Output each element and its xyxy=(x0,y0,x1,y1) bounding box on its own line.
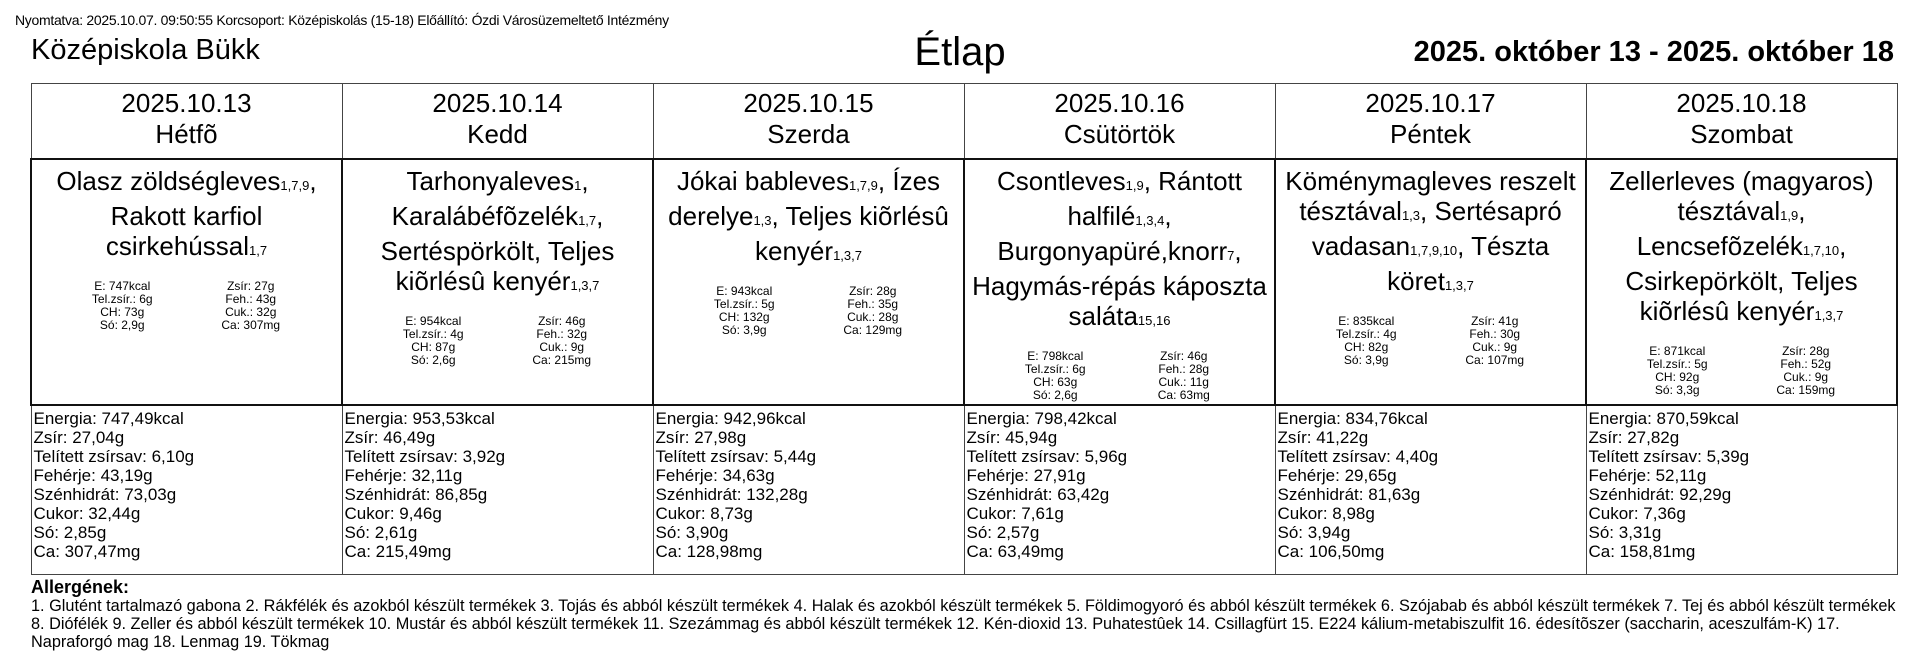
summary-value: CH: 63g xyxy=(1033,375,1078,389)
summary-value: E: 954kcal xyxy=(405,314,462,328)
day-weekday: Szerda xyxy=(767,119,850,149)
summary-value: Zsír: 27g xyxy=(227,279,275,293)
nutrition-detail-line: Szénhidrát: 63,42g xyxy=(966,485,1110,504)
dish-name: Burgonyapüré,knorr xyxy=(997,236,1228,266)
nutrition-detail-line: Só: 3,94g xyxy=(1277,523,1351,542)
nutrition-detail-line: Só: 2,57g xyxy=(966,523,1040,542)
summary-value: CH: 82g xyxy=(1344,340,1389,354)
nutrition-detail-line: Cukor: 32,44g xyxy=(33,504,141,523)
dish-allergen-codes: 1,7,9,10 xyxy=(1410,243,1458,258)
menu-table xyxy=(30,83,1898,575)
dish-allergen-codes: 1,7,10 xyxy=(1802,243,1840,258)
day-header xyxy=(964,84,1275,160)
dish-name: Sertésapró vadasan xyxy=(1311,196,1562,261)
dish-allergen-codes: 1,7 xyxy=(248,243,268,258)
nutrition-detail-line: Ca: 63,49mg xyxy=(966,542,1064,561)
day-date: 2025.10.13 xyxy=(121,88,252,118)
day-weekday: Hétfõ xyxy=(155,119,218,149)
dish-name: Ízes derelye xyxy=(668,166,941,231)
summary-value: E: 798kcal xyxy=(1027,349,1084,363)
nutrition-summary xyxy=(1613,345,1870,397)
nutrition-detail-line: Energia: 798,42kcal xyxy=(966,409,1117,428)
meal-description: Olasz zöldségleves1,7,9, Rakott karfiol csirkehússal1,7 xyxy=(56,166,317,261)
summary-value: Zsír: 46g xyxy=(1160,349,1208,363)
dish-name: Teljes kiõrlésû kenyér xyxy=(395,236,615,296)
nutrition-detail-line: Fehérje: 43,19g xyxy=(33,466,153,485)
nutrition-details xyxy=(342,405,653,575)
summary-value: Ca: 63mg xyxy=(1157,388,1210,402)
nutrition-detail-line: Ca: 307,47mg xyxy=(33,542,141,561)
nutrition-detail-line: Fehérje: 32,11g xyxy=(344,466,463,485)
summary-value: E: 835kcal xyxy=(1338,314,1395,328)
dish-allergen-codes: 1,7,9 xyxy=(848,178,878,193)
dish-allergen-codes: 1,3,7 xyxy=(570,278,600,293)
summary-value: Tel.zsír.: 4g xyxy=(402,327,464,341)
dish-allergen-codes: 1,7 xyxy=(578,213,597,228)
nutrition-details xyxy=(964,405,1275,575)
nutrition-detail-line: Ca: 158,81mg xyxy=(1588,542,1696,561)
nutrition-detail-line: Zsír: 27,98g xyxy=(655,428,747,447)
summary-left xyxy=(1302,315,1431,367)
day-weekday: Csütörtök xyxy=(1063,119,1176,149)
dish-allergen-codes: 1,3 xyxy=(1401,208,1421,223)
summary-right xyxy=(809,285,938,337)
summary-value: Feh.: 28g xyxy=(1158,362,1210,376)
day-date: 2025.10.16 xyxy=(1054,88,1185,118)
day-header xyxy=(1586,84,1897,160)
dish-name: Csontleves xyxy=(997,166,1126,196)
dish-name: Olasz zöldségleves xyxy=(56,166,281,196)
summary-value: E: 871kcal xyxy=(1649,344,1706,358)
nutrition-detail-line: Cukor: 8,73g xyxy=(655,504,753,523)
dish-name: Teljes kiõrlésû kenyér xyxy=(755,201,949,266)
nutrition-detail-line: Zsír: 27,04g xyxy=(33,428,125,447)
nutrition-summary xyxy=(680,285,937,337)
day-header xyxy=(653,84,964,160)
summary-value: Feh.: 30g xyxy=(1469,327,1521,341)
nutrition-detail-line: Zsír: 27,82g xyxy=(1588,428,1680,447)
summary-value: Tel.zsír.: 4g xyxy=(1335,327,1397,341)
nutrition-detail-line: Cukor: 7,36g xyxy=(1588,504,1686,523)
nutrition-summary xyxy=(991,350,1248,402)
day-header xyxy=(1275,84,1586,160)
summary-value: Só: 2,6g xyxy=(410,353,456,367)
summary-value: Cuk.: 32g xyxy=(225,305,277,319)
summary-value: Feh.: 35g xyxy=(847,297,899,311)
summary-value: Feh.: 43g xyxy=(225,292,277,306)
dish-allergen-codes: 1,9 xyxy=(1780,208,1799,223)
nutrition-detail-line: Ca: 106,50mg xyxy=(1277,542,1385,561)
nutrition-detail-line: Telített zsírsav: 6,10g xyxy=(33,447,195,466)
day-header xyxy=(342,84,653,160)
meal-description: Jókai bableves1,7,9, Ízes derelye1,3, Teljes kiõrlésû kenyér1,3,7 xyxy=(668,166,949,266)
dish-allergen-codes: 1,7,9 xyxy=(280,178,310,193)
day-date: 2025.10.18 xyxy=(1676,88,1807,118)
nutrition-detail-line: Zsír: 46,49g xyxy=(344,428,436,447)
nutrition-detail-line: Telített zsírsav: 3,92g xyxy=(344,447,506,466)
day-header xyxy=(31,84,342,160)
summary-right xyxy=(187,280,316,332)
summary-value: Só: 3,9g xyxy=(1343,353,1389,367)
summary-value: Só: 3,9g xyxy=(721,323,767,337)
nutrition-detail-line: Fehérje: 29,65g xyxy=(1277,466,1397,485)
nutrition-detail-line: Fehérje: 27,91g xyxy=(966,466,1086,485)
day-weekday: Kedd xyxy=(467,119,528,149)
nutrition-details xyxy=(1275,405,1586,575)
meal-cell xyxy=(31,159,342,405)
nutrition-details xyxy=(31,405,342,575)
summary-value: Só: 2,9g xyxy=(99,318,145,332)
summary-value: Ca: 107mg xyxy=(1465,353,1525,367)
nutrition-detail-line: Telített zsírsav: 5,44g xyxy=(655,447,817,466)
school-name: Középiskola Bükk xyxy=(31,34,260,66)
summary-value: CH: 73g xyxy=(100,305,145,319)
summary-value: Feh.: 52g xyxy=(1780,357,1832,371)
summary-value: Feh.: 32g xyxy=(536,327,588,341)
meal-cell xyxy=(342,159,653,405)
dish-name: Csirkepörkölt xyxy=(1625,266,1778,296)
summary-left xyxy=(991,350,1120,402)
summary-value: CH: 87g xyxy=(411,340,456,354)
nutrition-detail-line: Cukor: 8,98g xyxy=(1277,504,1375,523)
summary-right xyxy=(1431,315,1560,367)
summary-value: Só: 2,6g xyxy=(1032,388,1078,402)
summary-right xyxy=(498,315,627,367)
summary-value: Zsír: 28g xyxy=(1782,344,1830,358)
day-date: 2025.10.17 xyxy=(1365,88,1496,118)
day-date: 2025.10.15 xyxy=(743,88,874,118)
day-date: 2025.10.14 xyxy=(432,88,563,118)
dish-name: Jókai bableves xyxy=(676,166,849,196)
summary-value: Tel.zsír.: 6g xyxy=(1024,362,1086,376)
summary-value: Tel.zsír.: 5g xyxy=(1646,357,1708,371)
allergens-legend: 1. Glutént tartalmazó gabona 2. Rákfélék és azokból készült termékek 3. Tojás és abból készült termékek 4. Halak és azokból készült termékek 5. Földimogyoró és abból készült termékek 6. Szójabab és abból készült termékek 7. Tej és abból készült termékek 8. Diófélék 9. Zeller és abból készült termékek 10. Mustár és abból készült termékek 11. Szezámmag és abból készült termékek 12. Kén-dioxid 13. Puhatestûek 14. Csillagfürt 15. E224 kálium-metabiszulfit 16. édesítõszer (saccharin, aceszulfám-K) 17. Napraforgó mag 18. Lenmag 19. Tökmag xyxy=(31,597,1896,651)
nutrition-summary xyxy=(58,280,315,332)
day-weekday: Péntek xyxy=(1390,119,1471,149)
dish-name: Lencsefõzelék xyxy=(1636,231,1803,261)
summary-value: Zsír: 41g xyxy=(1471,314,1519,328)
dish-allergen-codes: 1,3,7 xyxy=(1814,308,1844,323)
meal-cell xyxy=(964,159,1275,405)
nutrition-detail-line: Szénhidrát: 81,63g xyxy=(1277,485,1421,504)
summary-value: Ca: 307mg xyxy=(221,318,281,332)
dish-name: Hagymás-répás káposzta saláta xyxy=(972,271,1267,331)
meal-description: Tarhonyaleves1, Karalábéfõzelék1,7, Sertéspörkölt, Teljes kiõrlésû kenyér1,3,7 xyxy=(380,166,615,296)
dish-name: Zellerleves (magyaros) tésztával xyxy=(1609,166,1874,226)
dish-allergen-codes: 7 xyxy=(1227,248,1235,263)
nutrition-summary xyxy=(1302,315,1559,367)
summary-value: Tel.zsír.: 6g xyxy=(91,292,153,306)
meal-cell xyxy=(1275,159,1586,405)
allergens-heading: Allergének: xyxy=(31,577,130,597)
nutrition-detail-line: Só: 2,85g xyxy=(33,523,107,542)
summary-value: Tel.zsír.: 5g xyxy=(713,297,775,311)
summary-value: E: 747kcal xyxy=(94,279,151,293)
nutrition-detail-line: Energia: 834,76kcal xyxy=(1277,409,1428,428)
summary-value: Ca: 215mg xyxy=(532,353,592,367)
summary-left xyxy=(58,280,187,332)
nutrition-detail-line: Telített zsírsav: 4,40g xyxy=(1277,447,1439,466)
meal-cell xyxy=(1586,159,1897,405)
dish-allergen-codes: 15,16 xyxy=(1137,313,1171,328)
day-header-row xyxy=(31,84,1897,160)
nutrition-detail-line: Szénhidrát: 132,28g xyxy=(655,485,808,504)
summary-left xyxy=(680,285,809,337)
summary-left xyxy=(1613,345,1742,397)
summary-value: Zsír: 46g xyxy=(538,314,586,328)
meal-description: Zellerleves (magyaros) tésztával1,9, Lencsefõzelék1,7,10, Csirkepörkölt, Teljes kiõrlésû kenyér1,3,7 xyxy=(1609,166,1874,326)
summary-value: Só: 3,3g xyxy=(1654,383,1700,397)
dish-name: Köménymagleves reszelt tésztával xyxy=(1285,166,1576,226)
nutrition-detail-line: Ca: 215,49mg xyxy=(344,542,452,561)
nutrition-detail-line: Zsír: 41,22g xyxy=(1277,428,1369,447)
dish-allergen-codes: 1 xyxy=(574,178,582,193)
dish-name: Tarhonyaleves xyxy=(406,166,575,196)
summary-value: Cuk.: 11g xyxy=(1158,375,1209,389)
summary-value: Cuk.: 28g xyxy=(847,310,899,324)
dish-name: Karalábéfõzelék xyxy=(391,201,579,231)
print-metadata: Nyomtatva: 2025.10.07. 09:50:55 Korcsoport: Középiskolás (15-18) Előállító: Ózdi Városüzemeltető Intézmény xyxy=(15,12,669,28)
nutrition-detail-line: Energia: 747,49kcal xyxy=(33,409,184,428)
nutrition-detail-line: Energia: 942,96kcal xyxy=(655,409,806,428)
nutrition-detail-line: Szénhidrát: 92,29g xyxy=(1588,485,1732,504)
nutrition-detail-line: Cukor: 7,61g xyxy=(966,504,1064,523)
nutrition-detail-line: Zsír: 45,94g xyxy=(966,428,1058,447)
summary-value: Ca: 159mg xyxy=(1776,383,1836,397)
summary-value: E: 943kcal xyxy=(716,284,773,298)
dish-name: Rántott halfilé xyxy=(1067,166,1242,231)
nutrition-detail-line: Energia: 870,59kcal xyxy=(1588,409,1739,428)
nutrition-details xyxy=(653,405,964,575)
summary-value: Cuk.: 9g xyxy=(1783,370,1829,384)
summary-value: Zsír: 28g xyxy=(849,284,897,298)
meal-row xyxy=(31,159,1897,405)
dish-allergen-codes: 1,9 xyxy=(1125,178,1144,193)
dish-allergen-codes: 1,3,7 xyxy=(833,248,862,263)
meal-description: Köménymagleves reszelt tésztával1,3, Sertésapró vadasan1,7,9,10, Tészta köret1,3,7 xyxy=(1285,166,1576,296)
dish-name: Tészta köret xyxy=(1387,231,1550,296)
summary-value: CH: 92g xyxy=(1655,370,1700,384)
dish-name: Teljes kiõrlésû kenyér xyxy=(1639,266,1858,326)
nutrition-detail-line: Fehérje: 34,63g xyxy=(655,466,775,485)
nutrition-detail-line: Telített zsírsav: 5,39g xyxy=(1588,447,1750,466)
page-title: Étlap xyxy=(914,30,1006,74)
nutrition-detail-line: Fehérje: 52,11g xyxy=(1588,466,1707,485)
nutrition-detail-line: Ca: 128,98mg xyxy=(655,542,763,561)
nutrition-summary xyxy=(369,315,626,367)
nutrition-detail-line: Szénhidrát: 86,85g xyxy=(344,485,488,504)
meal-cell xyxy=(653,159,964,405)
summary-right xyxy=(1120,350,1249,402)
nutrition-detail-line: Só: 3,31g xyxy=(1588,523,1662,542)
dish-name: Sertéspörkölt xyxy=(380,236,534,266)
dish-allergen-codes: 1,3 xyxy=(753,213,772,228)
dish-allergen-codes: 1,3,4 xyxy=(1135,213,1165,228)
day-weekday: Szombat xyxy=(1690,119,1793,149)
summary-left xyxy=(369,315,498,367)
nutrition-detail-line: Szénhidrát: 73,03g xyxy=(33,485,177,504)
summary-value: Cuk.: 9g xyxy=(539,340,585,354)
nutrition-detail-line: Cukor: 9,46g xyxy=(344,504,442,523)
summary-value: CH: 132g xyxy=(718,310,770,324)
week-range: 2025. október 13 - 2025. október 18 xyxy=(1413,36,1894,68)
summary-value: Cuk.: 9g xyxy=(1472,340,1518,354)
nutrition-detail-line: Só: 2,61g xyxy=(344,523,418,542)
meal-description: Csontleves1,9, Rántott halfilé1,3,4, Burgonyapüré,knorr7, Hagymás-répás káposzta saláta15,16 xyxy=(972,166,1267,331)
summary-right xyxy=(1742,345,1871,397)
nutrition-detail-row xyxy=(31,405,1897,575)
nutrition-detail-line: Telített zsírsav: 5,96g xyxy=(966,447,1128,466)
nutrition-details xyxy=(1586,405,1897,575)
dish-allergen-codes: 1,3,7 xyxy=(1444,278,1474,293)
summary-value: Ca: 129mg xyxy=(843,323,903,337)
dish-name: Rakott karfiol csirkehússal xyxy=(105,201,263,261)
nutrition-detail-line: Energia: 953,53kcal xyxy=(344,409,495,428)
nutrition-detail-line: Só: 3,90g xyxy=(655,523,729,542)
